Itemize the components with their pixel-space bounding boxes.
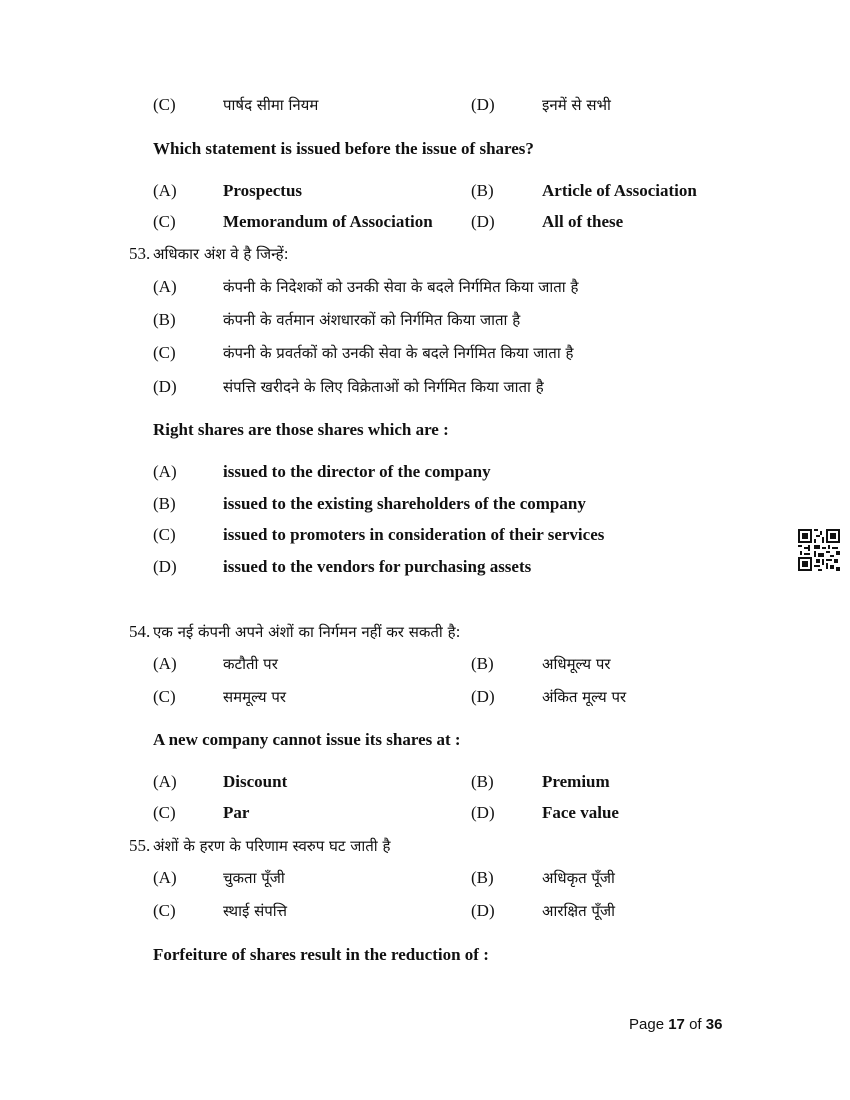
q53-option-c-label: (C): [153, 525, 176, 544]
q54-option-a-label: (A): [153, 772, 177, 791]
q53-hindi-option-a: कंपनी के निदेशकों को उनकी सेवा के बदले निर्गमित किया जाता है: [223, 278, 579, 296]
q54-hindi-option-b: अधिमूल्य पर: [542, 655, 611, 673]
q55-hindi-option-b-label: (B): [471, 868, 494, 887]
q54-hindi-option-d-label: (D): [471, 687, 495, 706]
of-word: of: [689, 1016, 702, 1033]
q53-hindi-option-b-label: (B): [153, 310, 176, 329]
q54-option-d-label: (D): [471, 803, 495, 822]
q52-hindi-option-d: इनमें से सभी: [542, 96, 611, 114]
q55-hindi-option-a: चुकता पूँजी: [223, 869, 285, 887]
page-number: [629, 1015, 722, 1035]
q52-option-d: All of these: [542, 212, 624, 231]
q55-hindi-option-a-label: (A): [153, 868, 177, 887]
q53-english-question: Right shares are those shares which are :: [153, 420, 449, 439]
q55-number: 55.: [129, 836, 151, 855]
q52-option-b-label: (B): [471, 181, 494, 200]
q54-hindi-option-a: कटौती पर: [223, 655, 278, 673]
q52-hindi-option-c: पार्षद सीमा नियम: [223, 96, 319, 114]
q53-option-d-label: (D): [153, 557, 177, 576]
q54-option-b-label: (B): [471, 772, 494, 791]
q52-hindi-option-c-label: (C): [153, 95, 176, 114]
qr-code-icon: [798, 529, 840, 571]
q53-option-c: issued to promoters in consideration of their services: [223, 525, 605, 544]
q54-option-d: Face value: [542, 803, 619, 822]
q53-hindi-option-c: कंपनी के प्रवर्तकों को उनकी सेवा के बदले निर्गमित किया जाता है: [223, 344, 574, 362]
q54-hindi-option-c: सममूल्य पर: [223, 688, 287, 706]
q52-hindi-option-d-label: (D): [471, 95, 495, 114]
q53-hindi-option-a-label: (A): [153, 277, 177, 296]
q54-option-c: Par: [223, 803, 250, 822]
q53-option-b-label: (B): [153, 494, 176, 513]
q54-option-a: Discount: [223, 772, 288, 791]
total-pages: 36: [705, 1016, 723, 1033]
q54-hindi-option-b-label: (B): [471, 654, 494, 673]
q54-hindi-option-c-label: (C): [153, 687, 176, 706]
q54-hindi-option-a-label: (A): [153, 654, 177, 673]
q55-hindi-option-b: अधिकृत पूँजी: [542, 869, 615, 887]
q52-english-question: Which statement is issued before the issue of shares?: [153, 139, 534, 158]
q52-option-a-label: (A): [153, 181, 177, 200]
q53-hindi-option-c-label: (C): [153, 343, 176, 362]
q54-english-question: A new company cannot issue its shares at :: [153, 730, 461, 749]
q53-number: 53.: [129, 244, 151, 263]
page-word: Page: [629, 1016, 665, 1033]
q53-option-a-label: (A): [153, 462, 177, 481]
q55-hindi-option-d-label: (D): [471, 901, 495, 920]
q54-option-c-label: (C): [153, 803, 176, 822]
q52-option-b: Article of Association: [542, 181, 697, 200]
q55-hindi-option-c: स्थाई संपत्ति: [223, 902, 288, 920]
q55-hindi-option-c-label: (C): [153, 901, 176, 920]
q53-option-b: issued to the existing shareholders of the company: [223, 494, 586, 513]
q52-option-a: Prospectus: [223, 181, 303, 200]
q53-hindi-option-d: संपत्ति खरीदने के लिए विक्रेताओं को निर्गमित किया जाता है: [223, 378, 544, 396]
q54-hindi-question: एक नई कंपनी अपने अंशों का निर्गमन नहीं कर सकती है:: [153, 623, 461, 641]
current-page: 17: [668, 1016, 685, 1033]
q52-option-d-label: (D): [471, 212, 495, 231]
q55-hindi-option-d: आरक्षित पूँजी: [542, 902, 615, 920]
q54-number: 54.: [129, 622, 151, 641]
q53-option-d: issued to the vendors for purchasing assets: [223, 557, 532, 576]
q54-hindi-option-d: अंकित मूल्य पर: [542, 688, 627, 706]
q54-option-b: Premium: [542, 772, 610, 791]
q55-english-question: Forfeiture of shares result in the reduction of :: [153, 945, 489, 964]
q53-option-a: issued to the director of the company: [223, 462, 491, 481]
q53-hindi-option-b: कंपनी के वर्तमान अंशधारकों को निर्गमित किया जाता है: [223, 311, 521, 329]
q53-hindi-question: अधिकार अंश वे है जिन्हें:: [153, 245, 289, 263]
q53-hindi-option-d-label: (D): [153, 377, 177, 396]
q52-option-c-label: (C): [153, 212, 176, 231]
q52-option-c: Memorandum of Association: [223, 212, 433, 231]
q55-hindi-question: अंशों के हरण के परिणाम स्वरुप घट जाती है: [153, 837, 391, 855]
